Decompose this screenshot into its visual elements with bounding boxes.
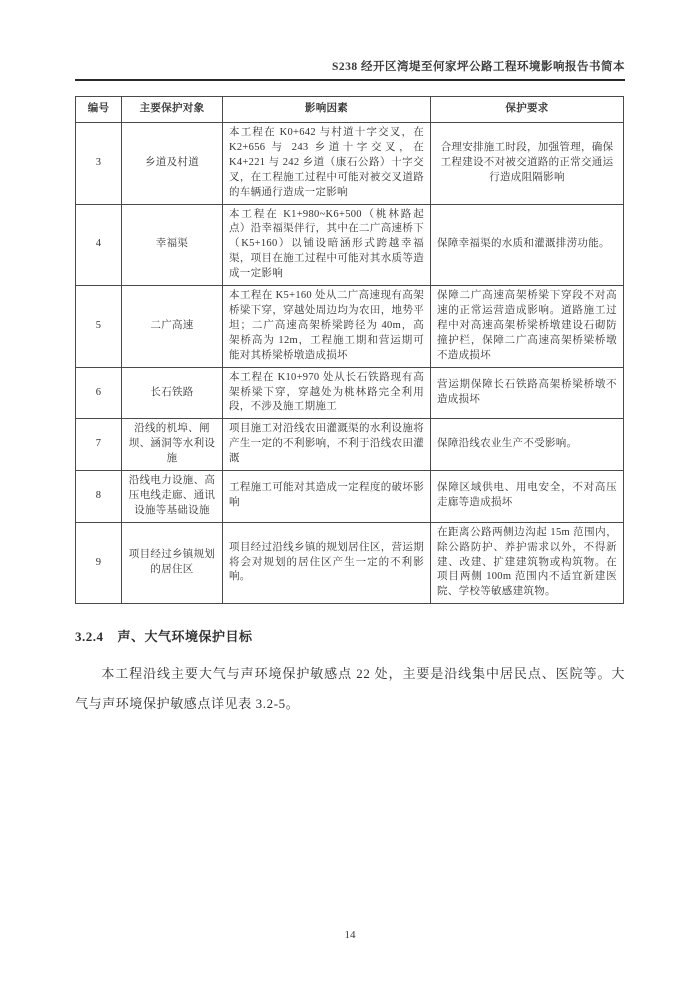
row-impact: 项目施工对沿线农田灌溉渠的水利设施将产生一定的不利影响，不利于沿线农田灌溉 xyxy=(223,419,431,471)
section-title: 声、大气环境保护目标 xyxy=(117,629,253,645)
section-number: 3.2.4 xyxy=(75,629,104,645)
row-impact: 本工程在 K1+980~K6+500（桃林路起点）沿幸福渠伴行，其中在二广高速桥下（K5+160）以铺设暗涵形式跨越幸福渠，项目在施工过程中可能对其水质等造成一定影响 xyxy=(223,204,431,286)
row-object: 沿线的机埠、闸坝、涵洞等水利设施 xyxy=(122,419,223,471)
table-row xyxy=(76,419,624,471)
column-header-requirement: 保护要求 xyxy=(431,97,624,123)
row-object: 二广高速 xyxy=(122,286,223,368)
page-number: 14 xyxy=(344,929,356,941)
row-impact: 本工程在 K10+970 处从长石铁路现有高架桥梁下穿，穿越处为桃林路完全利用段，不涉及施工期施工 xyxy=(223,367,431,419)
row-object: 项目经过乡镇规划的居住区 xyxy=(122,522,223,604)
row-requirement: 在距离公路两侧边沟起 15m 范围内，除公路防护、养护需求以外，不得新建、改建、扩建建筑物或构筑物。在项目两侧 100m 范围内不适宜新建医院、学校等敏感建筑物。 xyxy=(431,522,624,604)
table-row xyxy=(76,471,624,523)
row-object: 沿线电力设施、高压电线走廊、通讯设施等基础设施 xyxy=(122,471,223,523)
row-object: 乡道及村道 xyxy=(122,123,223,205)
table-row xyxy=(76,522,624,604)
row-impact: 本工程在 K5+160 处从二广高速现有高架桥梁下穿，穿越处周边均为农田，地势平坦；二广高速高架桥梁跨径为 40m，高架桥高为 12m，工程施工期和营运期可能对其桥梁桥墩造成损坏 xyxy=(223,286,431,368)
row-requirement: 保障幸福渠的水质和灌溉排涝功能。 xyxy=(431,204,624,286)
row-requirement: 保障沿线农业生产不受影响。 xyxy=(431,419,624,471)
body-paragraph xyxy=(75,659,625,719)
row-id: 9 xyxy=(76,522,122,604)
row-id: 3 xyxy=(76,123,122,205)
row-id: 7 xyxy=(76,419,122,471)
row-impact: 本工程在 K0+642 与村道十字交叉，在 K2+656 与 243 乡道十字交叉，在 K4+221 与 242 乡道（康石公路）十字交叉，在工程施工过程中可能对被交叉道路的车辆通行造成一定影响 xyxy=(223,123,431,205)
row-requirement: 营运期保障长石铁路高架桥梁桥墩不造成损坏 xyxy=(431,367,624,419)
row-impact: 工程施工可能对其造成一定程度的破坏影响 xyxy=(223,471,431,523)
row-id: 4 xyxy=(76,204,122,286)
column-header-object: 主要保护对象 xyxy=(122,97,223,123)
row-requirement: 保障二广高速高架桥梁下穿段不对高速的正常运营造成影响。道路施工过程中对高速高架桥梁桥墩建设石砌防撞护栏，保障二广高速高架桥梁桥墩不造成损坏 xyxy=(431,286,624,368)
table-header-row xyxy=(76,97,624,123)
row-requirement: 保障区域供电、用电安全，不对高压走廊等造成损坏 xyxy=(431,471,624,523)
row-object: 长石铁路 xyxy=(122,367,223,419)
row-impact: 项目经过沿线乡镇的规划居住区，营运期将会对规划的居住区产生一定的不利影响。 xyxy=(223,522,431,604)
column-header-id: 编号 xyxy=(76,97,122,123)
table-row xyxy=(76,367,624,419)
paragraph-text: 本工程沿线主要大气与声环境保护敏感点 22 处，主要是沿线集中居民点、医院等。大气与声环境保护敏感点详见表 3.2-5。 xyxy=(75,666,625,712)
row-id: 6 xyxy=(76,367,122,419)
row-object: 幸福渠 xyxy=(122,204,223,286)
page-content xyxy=(75,58,625,719)
running-header-title: S238 经开区湾堤至何家坪公路工程环境影响报告书简本 xyxy=(75,58,625,81)
row-id: 8 xyxy=(76,471,122,523)
table-row xyxy=(76,204,624,286)
section-heading xyxy=(75,626,625,645)
protection-targets-table xyxy=(75,96,624,604)
row-requirement: 合理安排施工时段，加强管理，确保工程建设不对被交道路的正常交通运行造成阻隔影响 xyxy=(431,123,624,205)
column-header-impact: 影响因素 xyxy=(223,97,431,123)
row-id: 5 xyxy=(76,286,122,368)
table-row xyxy=(76,286,624,368)
table-row xyxy=(76,123,624,205)
